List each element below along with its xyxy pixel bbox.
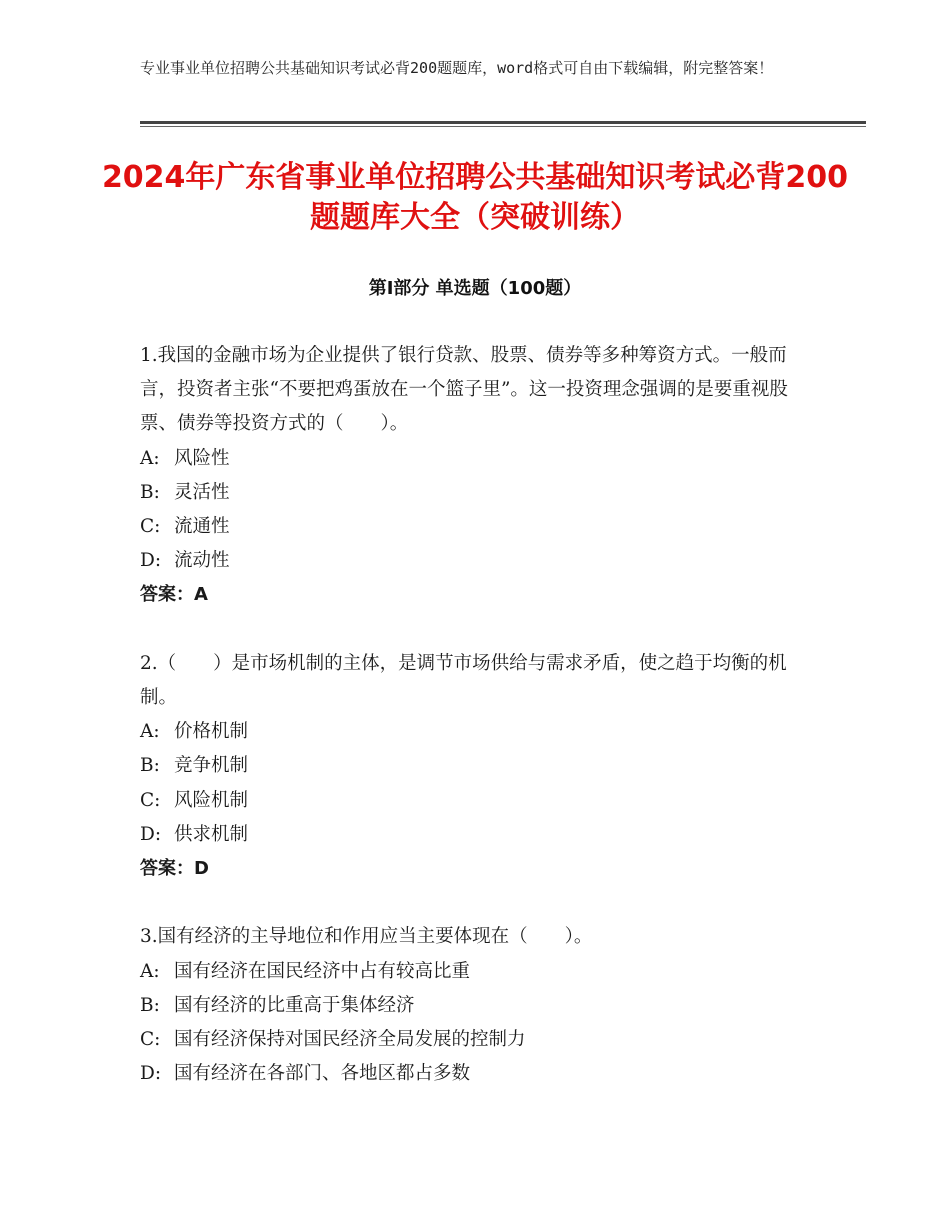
- question-stem: 2.（ ）是市场机制的主体，是调节市场供给与需求矛盾，使之趋于均衡的机制。: [140, 652, 787, 709]
- option-text: 风险性: [174, 447, 230, 469]
- option-b: [140, 476, 800, 510]
- option-c: [140, 784, 800, 818]
- option-a: [140, 715, 800, 749]
- header-note: 专业事业单位招聘公共基础知识考试必背200题题库，word格式可自由下载编辑，附完整答案！: [140, 59, 774, 77]
- option-letter: A:: [140, 721, 160, 743]
- option-c: [140, 510, 800, 544]
- option-letter: D:: [140, 823, 162, 845]
- answer-value: A: [194, 584, 208, 606]
- option-b: [140, 989, 800, 1023]
- option-letter: C:: [140, 789, 161, 811]
- option-text: 竞争机制: [174, 755, 249, 777]
- option-text: 流通性: [174, 516, 230, 538]
- option-letter: B:: [140, 481, 160, 503]
- option-letter: C:: [140, 516, 161, 538]
- option-text: 国有经济在国民经济中占有较高比重: [174, 960, 471, 982]
- answer-line: [140, 578, 800, 612]
- option-text: 国有经济的比重高于集体经济: [174, 994, 415, 1016]
- question-stem: 1.我国的金融市场为企业提供了银行贷款、股票、债券等多种筹资方式。一般而言，投资者主张“不要把鸡蛋放在一个篮子里”。这一投资理念强调的是要重视股票、债券等投资方式的（ ）。: [140, 345, 788, 435]
- option-text: 风险机制: [174, 789, 249, 811]
- option-b: [140, 749, 800, 783]
- option-a: [140, 955, 800, 989]
- question-item: [140, 647, 800, 886]
- option-d: [140, 544, 800, 578]
- option-text: 国有经济在各部门、各地区都占多数: [174, 1063, 471, 1085]
- option-d: [140, 818, 800, 852]
- document-title: 2024年广东省事业单位招聘公共基础知识考试必背200题题库大全（突破训练）: [101, 160, 849, 235]
- option-text: 价格机制: [174, 721, 249, 743]
- question-stem: 3.国有经济的主导地位和作用应当主要体现在（ ）。: [140, 926, 593, 948]
- option-letter: A:: [140, 960, 160, 982]
- option-text: 国有经济保持对国民经济全局发展的控制力: [174, 1029, 526, 1051]
- answer-value: D: [194, 858, 209, 880]
- option-letter: D:: [140, 550, 162, 572]
- question-item: [140, 339, 800, 613]
- answer-label: 答案：: [140, 858, 194, 880]
- option-c: [140, 1023, 800, 1057]
- option-d: [140, 1057, 800, 1091]
- option-a: [140, 442, 800, 476]
- question-item: [140, 920, 800, 1091]
- question-list: [140, 339, 800, 1126]
- section-title: 第Ⅰ部分 单选题（100题）: [368, 278, 582, 299]
- option-letter: D:: [140, 1063, 162, 1085]
- option-letter: C:: [140, 1029, 161, 1051]
- header-divider-thin: [140, 126, 866, 127]
- answer-line: [140, 852, 800, 886]
- option-letter: A:: [140, 447, 160, 469]
- option-letter: B:: [140, 755, 160, 777]
- option-letter: B:: [140, 994, 160, 1016]
- answer-label: 答案：: [140, 584, 194, 606]
- option-text: 灵活性: [174, 481, 230, 503]
- option-text: 供求机制: [174, 823, 249, 845]
- header-divider-thick: [140, 121, 866, 124]
- option-text: 流动性: [174, 550, 230, 572]
